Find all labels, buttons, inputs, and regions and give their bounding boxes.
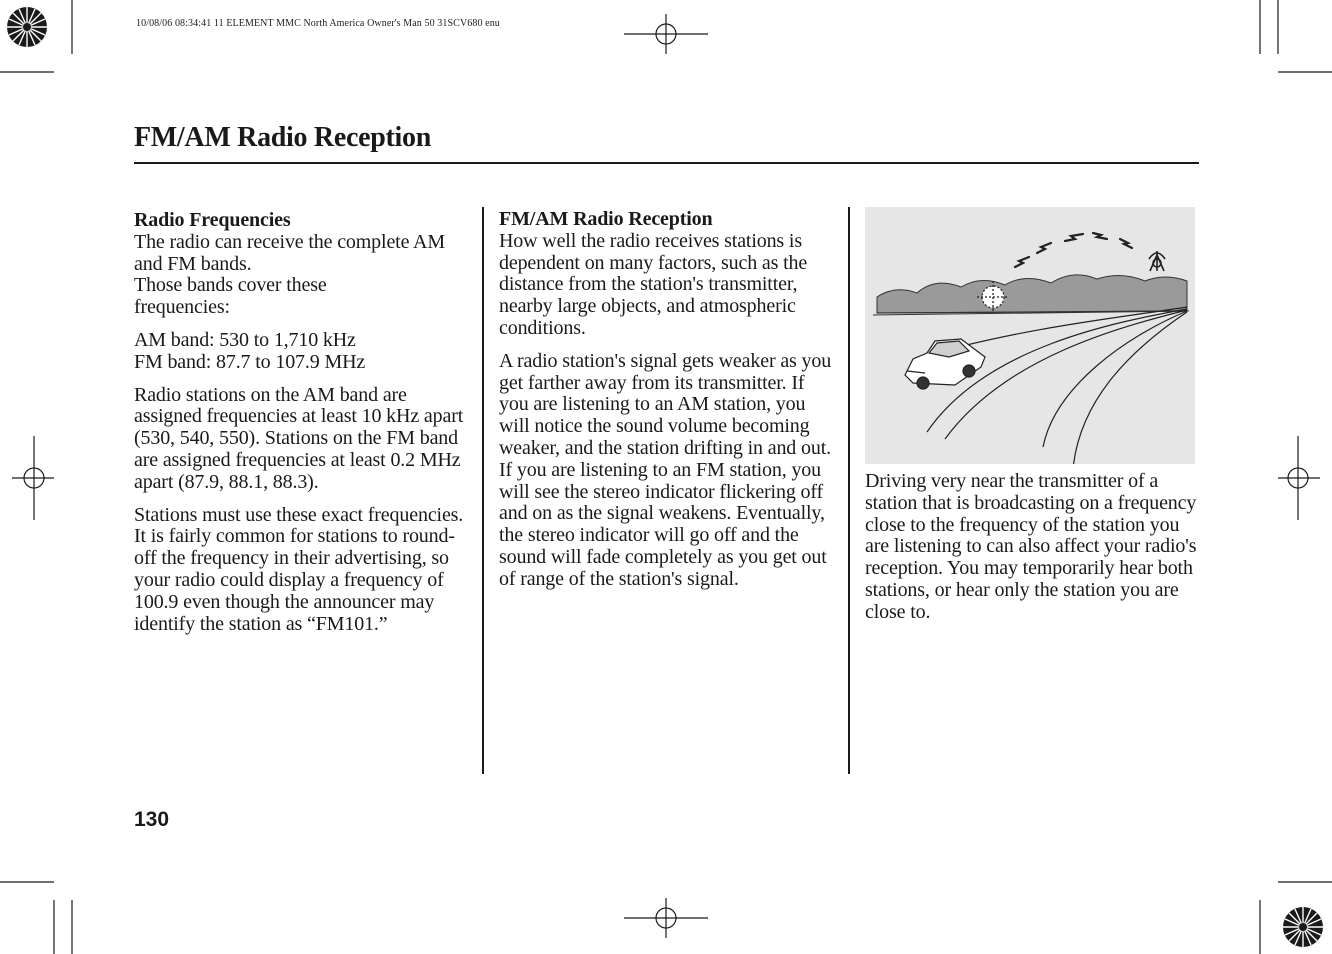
am-band-range: AM band: 530 to 1,710 kHz (134, 328, 356, 351)
section-heading-fm-am-reception: FM/AM Radio Reception (499, 208, 713, 230)
paragraph: A radio station's signal gets weaker as you get farther away from its transmitter. If you are listening to an AM station, you will notice the sound volume becoming weaker, and the station drifting in and out. If you are listening to an FM station, you will see the stereo indicator flickering off and on as the signal weakens. Eventually, the stereo indicator will go off and the sound will fade completely as you get out of range of the station's signal. (499, 349, 832, 590)
column-divider (848, 207, 850, 774)
column-divider (482, 207, 484, 774)
paragraph: Those bands cover these frequencies: (134, 274, 327, 319)
paragraph: The radio can receive the complete AM and FM bands. (134, 230, 445, 275)
paragraph: Radio stations on the AM band are assigned frequencies at least 10 kHz apart (530, 540, 550). Stations on the FM band are assigned frequencies at least 0.2 MHz apart (87.9, 88.1, 88.3). (134, 383, 464, 493)
paragraph: Driving very near the transmitter of a station that is broadcasting on a frequency close to the frequency of the station you are listening to can also affect your radio's reception. You may temporarily hear both stations, or hear only the station you are close to. (865, 470, 1197, 623)
paragraph: Stations must use these exact frequencies. It is fairly common for stations to round-off the frequency in their advertising, so your radio could display a frequency of 100.9 even though the announcer may identify the station as “FM101.” (134, 503, 464, 635)
section-heading-radio-frequencies: Radio Frequencies (134, 209, 291, 231)
column-fm-am-reception (499, 209, 837, 602)
page-title: FM/AM Radio Reception (134, 122, 431, 153)
title-divider (134, 162, 1199, 164)
column-radio-frequencies (134, 210, 474, 646)
page-number: 130 (134, 808, 170, 831)
print-job-header: 10/08/06 08:34:41 11 ELEMENT MMC North America Owner's Man 50 31SCV680 enu (136, 18, 500, 29)
car-radio-reception-illustration (865, 207, 1195, 464)
fm-band-range: FM band: 87.7 to 107.9 MHz (134, 350, 366, 373)
paragraph: How well the radio receives stations is dependent on many factors, such as the distance from the station's transmitter, nearby large objects, and atmospheric conditions. (499, 229, 808, 339)
column-nearby-transmitter (865, 471, 1203, 635)
